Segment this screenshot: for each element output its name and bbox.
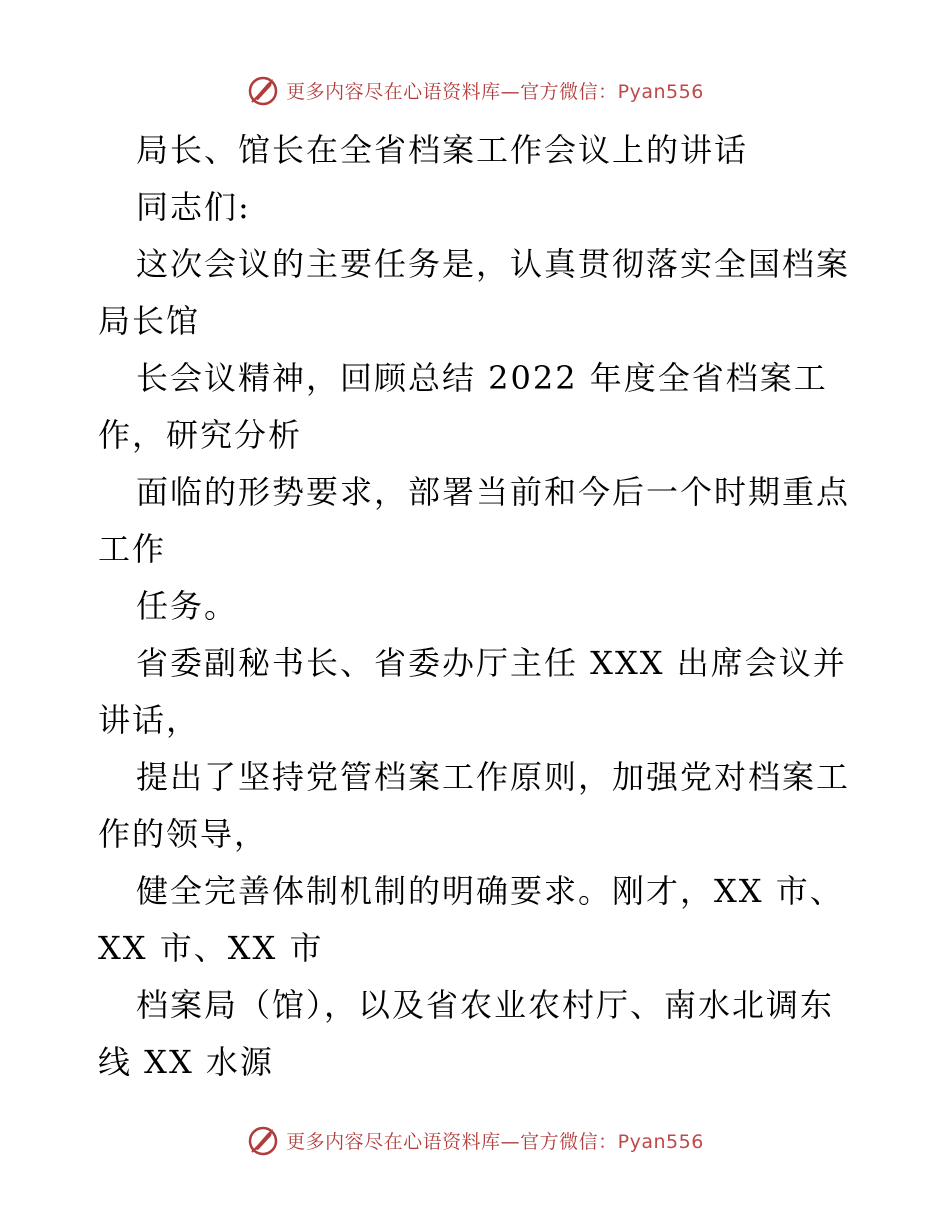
banner-text: 更多内容尽在心语资料库—官方微信：Pyan556 <box>286 1130 704 1153</box>
text-line: 作的领导， <box>98 815 269 853</box>
footer-watermark-banner <box>0 1120 950 1160</box>
document-body <box>98 122 858 1091</box>
text-line: 作，研究分析 <box>98 416 303 454</box>
text-line: 同志们: <box>136 188 251 226</box>
text-line: 讲话， <box>98 701 201 739</box>
wechat-id: Pyan556 <box>617 1130 704 1153</box>
text-line: 工作 <box>98 530 167 568</box>
text-line: 这次会议的主要任务是，认真贯彻落实全国档案 <box>136 245 851 283</box>
text-line: XX 市、XX 市 <box>98 929 324 967</box>
text-line: 长会议精神，回顾总结 2022 年度全省档案工 <box>136 359 828 397</box>
quill-pen-seal-icon <box>246 1123 280 1157</box>
text-line: 任务。 <box>136 587 239 625</box>
banner-text: 更多内容尽在心语资料库—官方微信：Pyan556 <box>286 80 704 103</box>
header-watermark-banner <box>0 70 950 110</box>
wechat-id: Pyan556 <box>617 80 704 103</box>
text-line: 面临的形势要求，部署当前和今后一个时期重点 <box>136 473 851 511</box>
text-line: 提出了坚持党管档案工作原则，加强党对档案工 <box>136 758 851 796</box>
document-title: 局长、馆长在全省档案工作会议上的讲话 <box>136 131 749 169</box>
text-line: 线 XX 水源 <box>98 1043 274 1081</box>
text-line: 省委副秘书长、省委办厅主任 XXX 出席会议并 <box>136 644 847 682</box>
text-line: 档案局（馆），以及省农业农村厅、南水北调东 <box>136 986 835 1024</box>
text-line: 局长馆 <box>98 302 201 340</box>
text-line: 健全完善体制机制的明确要求。刚才，XX 市、 <box>136 872 844 910</box>
quill-pen-seal-icon <box>246 73 280 107</box>
